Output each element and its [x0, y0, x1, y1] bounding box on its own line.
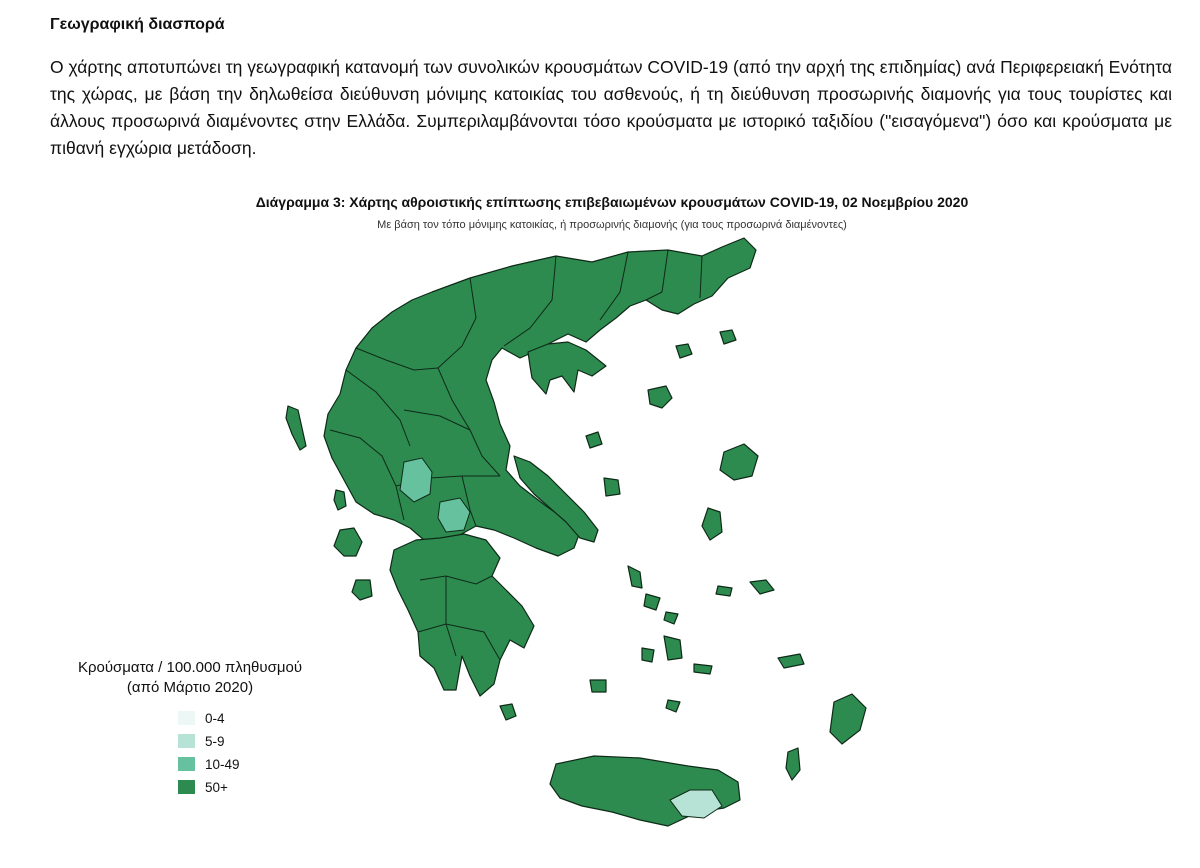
legend-title-line1: Κρούσματα / 100.000 πληθυσμού [77, 659, 303, 676]
island-paros [642, 648, 654, 662]
island-corfu [286, 406, 306, 450]
island-zakynthos [352, 580, 372, 600]
island-thasos [676, 344, 692, 358]
legend-item-10-49 [178, 756, 240, 772]
island-naxos [664, 636, 682, 660]
legend-label: 10-49 [205, 756, 240, 772]
legend-title-line2: (από Μάρτιο 2020) [126, 679, 254, 696]
legend-swatch [178, 757, 195, 771]
island-tinos [644, 594, 660, 610]
island-santorini [666, 700, 680, 712]
island-milos [590, 680, 606, 692]
island-ikaria [716, 586, 732, 596]
island-samothraki [720, 330, 736, 344]
region-peloponnese [390, 534, 534, 696]
legend-label: 5-9 [205, 733, 225, 749]
legend-swatch [178, 711, 195, 725]
legend-item-50-plus [178, 779, 228, 795]
legend-label: 50+ [205, 779, 228, 795]
legend-item-5-9 [178, 733, 225, 749]
island-rhodes [830, 694, 866, 744]
island-andros [628, 566, 642, 588]
island-chios [702, 508, 722, 540]
island-lesvos [720, 444, 758, 480]
figure-subtitle: Με βάση τον τόπο μόνιμης κατοικίας, ή προσωρινής διαμονής (για τους προσωρινά διαμένοντες) [377, 219, 847, 231]
island-lefkada [334, 490, 346, 510]
island-mykonos [664, 612, 678, 624]
island-samos [750, 580, 774, 594]
island-skyros [604, 478, 620, 496]
legend-item-0-4 [178, 710, 225, 726]
island-karpathos [786, 748, 800, 780]
island-kythera [500, 704, 516, 720]
island-amorgos [694, 664, 712, 674]
intro-paragraph: Ο χάρτης αποτυπώνει τη γεωγραφική κατανομή των συνολικών κρουσμάτων COVID-19 (από την αρχή της επιδημίας) ανά Περιφερειακή Ενότητα της χώρας, με βάση την δηλωθείσα διεύθυνση μόνιμης κατοικίας του ασθενούς, ή τη διεύθυνση προσωρινής διαμονής για τους τουρίστες και άλλους προσωρινά διαμένοντες στην Ελλάδα. Συμπεριλαμβάνονται τόσο κρούσματα με ιστορικό ταξιδίου ("εισαγόμενα") όσο και κρούσματα με πιθανή εγχώρια μετάδοση. [50, 57, 1172, 158]
section-title: Γεωγραφική διασπορά [50, 16, 225, 33]
legend-swatch [178, 780, 195, 794]
figure-title: Διάγραμμα 3: Χάρτης αθροιστικής επίπτωσης επιβεβαιωμένων κρουσμάτων COVID-19, 02 Νοεμβρίου 2020 [255, 194, 969, 210]
legend-swatch [178, 734, 195, 748]
island-kefalonia [334, 528, 362, 556]
island-lemnos [648, 386, 672, 408]
region-chalkidiki [528, 342, 606, 394]
region-mainland [324, 238, 756, 556]
legend-label: 0-4 [205, 710, 225, 726]
island-kos [778, 654, 804, 668]
legend-title [74, 658, 306, 698]
island-sporades [586, 432, 602, 448]
